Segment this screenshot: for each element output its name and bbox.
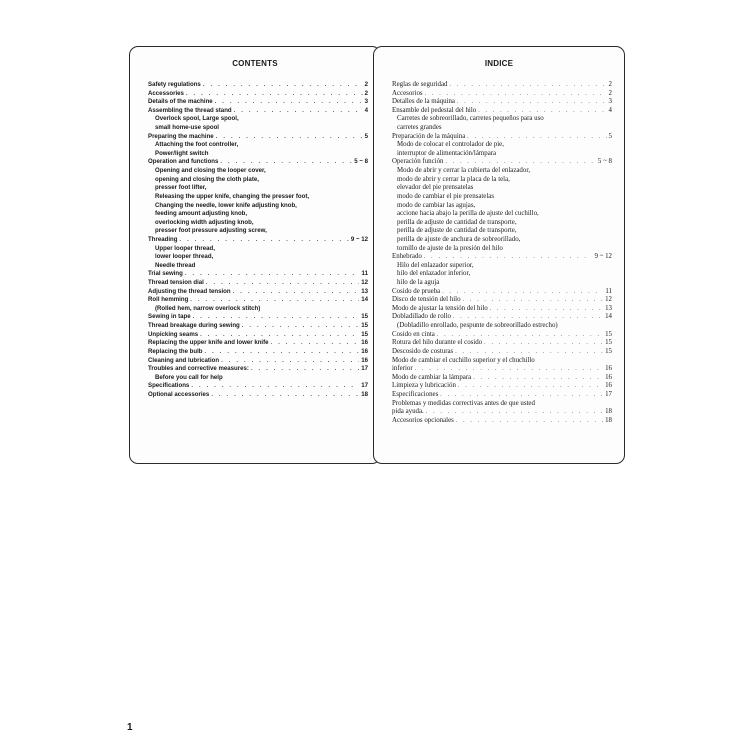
toc-entry-title: Limpieza y lubricación <box>392 382 456 390</box>
toc-subentry: perilla de adjuste de cantidad de transporte, <box>397 227 517 235</box>
toc-entry <box>148 382 368 391</box>
dot-leader <box>205 349 360 355</box>
toc-subentry: Power/light switch <box>155 149 209 157</box>
toc-entry-page: 4 <box>608 106 612 114</box>
toc-entry-title: Especificaciones <box>392 390 439 398</box>
toc-subentry: lower looper thread, <box>155 253 214 261</box>
toc-entry-title: Cosido en cinta <box>392 330 435 338</box>
toc-entry-title: Problemas y medidas correctivas antes de que usted <box>392 399 535 407</box>
toc-entry-page: 18 <box>605 416 612 424</box>
toc-entry <box>392 90 612 99</box>
toc-entry-page: 4 <box>364 106 368 114</box>
toc-entry-title: Threading <box>148 235 178 243</box>
toc-subentry: hilo de la aguja <box>397 279 440 287</box>
toc-entry-page: 12 <box>605 296 612 304</box>
toc-entry-page: 12 <box>361 279 368 287</box>
toc-entry-title: Dobladillado de rollo <box>392 313 451 321</box>
dot-leader <box>185 271 360 277</box>
toc-subentry: presser foot pressure adjusting screw, <box>155 227 267 235</box>
dot-leader <box>200 332 359 338</box>
toc-entry-page: 13 <box>605 304 612 312</box>
toc-entry <box>392 382 612 391</box>
toc-entry-title: Adjusting the thread tension <box>148 287 231 295</box>
toc-entry-page: 17 <box>605 390 612 398</box>
toc-entry-page: 15 <box>605 339 612 347</box>
dot-leader <box>415 366 603 372</box>
toc-entry-page: 2 <box>364 89 368 97</box>
toc-entry-title: Troubles and corrective measures: <box>148 365 249 373</box>
toc-entry <box>148 279 368 288</box>
dot-leader <box>484 340 603 346</box>
toc-entry <box>148 270 368 279</box>
toc-entry-title: pida ayuda. <box>392 408 424 416</box>
toc-entry-page: 16 <box>605 365 612 373</box>
toc-entry-title: Optional accessories <box>148 390 210 398</box>
toc-subentry: Upper looper thread, <box>155 244 215 252</box>
toc-entry <box>148 348 368 357</box>
toc-entry-title: Ensamble del pedestal del hilo <box>392 106 477 114</box>
toc-entry-title: Specifications <box>148 382 190 390</box>
toc-entry-title: Assembling the thread stand <box>148 106 232 114</box>
toc-entry <box>148 236 368 245</box>
dot-leader <box>463 297 604 303</box>
toc-entry-page: 18 <box>605 408 612 416</box>
toc-entry <box>148 98 368 107</box>
dot-leader <box>478 108 606 114</box>
dot-leader <box>442 289 603 295</box>
page-number: 1 <box>127 722 133 733</box>
dot-leader <box>458 383 603 389</box>
toc-subentry: accione hacia abajo la perilla de ajuste del cuchillo, <box>397 210 539 218</box>
toc-entry <box>148 296 368 305</box>
toc-entry <box>392 313 612 322</box>
toc-entry-page: 16 <box>361 347 368 355</box>
toc-entry-title: Rotura del hilo durante el cosido <box>392 339 483 347</box>
dot-leader <box>190 297 359 303</box>
dot-leader <box>425 91 607 97</box>
dot-leader <box>426 409 603 415</box>
indice-list <box>392 81 612 425</box>
toc-entry-title: Thread tension dial <box>148 279 204 287</box>
toc-subentry: (Rolled hem, narrow overlock stitch) <box>155 304 261 312</box>
toc-entry-title: Cleaning and lubrication <box>148 356 220 364</box>
toc-entry-page: 14 <box>361 296 368 304</box>
dot-leader <box>456 418 603 424</box>
toc-subentry: Overlock spool, Large spool, <box>155 115 239 123</box>
toc-subentry: perilla de ajuste de anchura de sobreorillado, <box>397 235 521 243</box>
toc-entry-page: 18 <box>361 390 368 398</box>
toc-entry <box>392 107 612 116</box>
toc-subentry: Hilo del enlazador superior, <box>397 261 474 269</box>
toc-entry-title: Safety regulations <box>148 81 201 88</box>
toc-entry-page: 16 <box>605 382 612 390</box>
toc-subentry: modo de cambiar el pie prensatelas <box>397 192 495 200</box>
dot-leader <box>179 237 348 243</box>
toc-entry-page: 11 <box>361 270 368 278</box>
dot-leader <box>221 358 359 364</box>
toc-subentry: Needle thread <box>155 261 196 269</box>
dot-leader <box>440 392 603 398</box>
dot-leader <box>424 254 593 260</box>
toc-subentry: elevador del pie prensatelas <box>397 184 474 192</box>
indice-box <box>373 46 625 464</box>
toc-entry <box>392 408 612 417</box>
toc-entry <box>148 107 368 116</box>
toc-subentry: carretes grandes <box>397 124 442 132</box>
toc-subentry: feeding amount adjusting knob, <box>155 210 248 218</box>
toc-entry-title: Enhebrado <box>392 253 422 261</box>
dot-leader <box>233 289 360 295</box>
toc-entry-page: 17 <box>361 365 368 373</box>
toc-entry <box>392 417 612 426</box>
dot-leader <box>453 314 603 320</box>
toc-entry-title: Accesorios <box>392 89 423 97</box>
toc-subentry: modo de cambiar las agujas, <box>397 201 476 209</box>
dot-leader <box>242 323 359 329</box>
toc-entry-title: Descosido de costuras <box>392 347 454 355</box>
toc-entry <box>148 313 368 322</box>
toc-entry-page: 5 <box>364 132 368 140</box>
toc-entry-title: Replacing the upper knife and lower knife <box>148 339 269 347</box>
toc-entry-page: 5 <box>608 132 612 140</box>
toc-entry-title: Accesorios opcionales <box>392 416 454 424</box>
toc-entry-title: Preparación de la máquina <box>392 132 466 140</box>
toc-entry-page: 9 ~ 12 <box>594 253 612 261</box>
dot-leader <box>220 159 352 165</box>
dot-leader <box>271 340 360 346</box>
toc-entry <box>148 391 368 400</box>
toc-entry <box>392 339 612 348</box>
contents-list <box>148 81 368 400</box>
toc-subentry: Carretes de sobreorillado, carretes pequeños para uso <box>397 115 544 123</box>
dot-leader <box>191 383 359 389</box>
toc-entry-title: Trial sewing <box>148 270 183 278</box>
toc-entry-title: Replacing the bulb <box>148 347 203 355</box>
toc-entry-title: Thread breakage during sewing <box>148 322 240 330</box>
toc-entry <box>148 81 368 90</box>
toc-entry <box>148 288 368 297</box>
toc-entry-page: 16 <box>361 356 368 364</box>
toc-entry <box>392 365 612 374</box>
toc-entry <box>392 348 612 357</box>
dot-leader <box>193 314 360 320</box>
toc-entry-title: Detalles de la máquina <box>392 98 455 106</box>
dot-leader <box>450 82 607 88</box>
toc-subentry: small home-use spool <box>155 124 219 132</box>
toc-entry-page: 16 <box>361 339 368 347</box>
toc-subentry: presser foot lifter, <box>155 184 207 192</box>
toc-entry-page: 15 <box>361 313 368 321</box>
toc-entry-page: 5 ~ 8 <box>354 158 368 166</box>
toc-subentry: opening and closing the cloth plate, <box>155 175 259 183</box>
toc-entry <box>392 296 612 305</box>
toc-entry-page: 16 <box>605 373 612 381</box>
toc-entry <box>392 158 612 167</box>
toc-subentry: tornillo de ajuste de la presión del hilo <box>397 244 503 252</box>
toc-entry-title: Modo de cambiar el cuchillo superior y el chuchillo <box>392 356 535 364</box>
toc-entry <box>392 305 612 314</box>
toc-entry-page: 2 <box>364 81 368 88</box>
toc-subentry: Opening and closing the looper cover, <box>155 167 266 175</box>
toc-entry-page: 17 <box>361 382 368 390</box>
dot-leader <box>490 306 603 312</box>
toc-entry <box>148 339 368 348</box>
dot-leader <box>445 159 595 165</box>
toc-entry-title: Roll hemming <box>148 296 189 304</box>
toc-entry-title: Sewing in tape <box>148 313 191 321</box>
toc-entry-page: 2 <box>608 89 612 97</box>
toc-entry-title: Details of the machine <box>148 98 213 106</box>
toc-entry-title: Unpicking seams <box>148 330 199 338</box>
toc-entry-page: 13 <box>361 287 368 295</box>
toc-entry <box>392 357 612 366</box>
toc-subentry: overlocking width adjusting knob, <box>155 218 254 226</box>
toc-entry <box>148 322 368 331</box>
toc-entry-page: 5 ~ 8 <box>597 158 612 166</box>
toc-entry-page: 3 <box>364 98 368 106</box>
toc-entry-page: 15 <box>361 322 368 330</box>
dot-leader <box>186 91 363 97</box>
dot-leader <box>437 332 603 338</box>
toc-entry <box>148 90 368 99</box>
toc-entry-title: Cosido de prueba <box>392 287 441 295</box>
toc-entry <box>392 391 612 400</box>
toc-entry-page: 11 <box>605 287 612 295</box>
toc-entry-title: Disco de tensión del hilo <box>392 296 461 304</box>
toc-entry-page: 2 <box>608 81 612 88</box>
toc-entry-page: 15 <box>605 347 612 355</box>
toc-entry <box>392 374 612 383</box>
toc-entry <box>392 400 612 409</box>
toc-entry <box>392 331 612 340</box>
dot-leader <box>211 392 359 398</box>
toc-entry <box>148 365 368 374</box>
contents-box <box>129 46 381 464</box>
toc-subentry: Modo de abrir y cerrar la cubierta del enlazador, <box>397 167 531 175</box>
toc-entry <box>148 331 368 340</box>
dot-leader <box>455 349 603 355</box>
dot-leader <box>251 366 359 372</box>
dot-leader <box>206 280 359 286</box>
toc-entry <box>148 158 368 167</box>
dot-leader <box>457 99 607 105</box>
dot-leader <box>473 375 603 381</box>
toc-entry-page: 15 <box>361 330 368 338</box>
toc-entry <box>392 98 612 107</box>
toc-entry-page: 14 <box>605 313 612 321</box>
toc-entry <box>392 253 612 262</box>
toc-entry-title: Preparing the machine <box>148 132 214 140</box>
toc-subentry: perilla de adjuste de cantidad de transporte, <box>397 218 517 226</box>
toc-entry-title: Reglas de seguridad <box>392 81 448 88</box>
toc-entry <box>392 133 612 142</box>
toc-subentry: (Dobladillo enrollado, pespunte de sobreorillado estrecho) <box>397 322 558 330</box>
toc-entry <box>392 81 612 90</box>
toc-entry <box>392 288 612 297</box>
toc-subentry: Modo de colocar el controlador de pie, <box>397 141 504 149</box>
toc-entry-page: 3 <box>608 98 612 106</box>
dot-leader <box>216 134 363 140</box>
toc-subentry: Before you call for help <box>155 373 223 381</box>
toc-entry-title: Accessories <box>148 89 184 97</box>
toc-entry-title: Modo de cambiar la lámpara <box>392 373 472 381</box>
toc-entry-title: inferior <box>392 365 413 373</box>
toc-entry <box>148 357 368 366</box>
toc-entry-title: Operation and functions <box>148 158 219 166</box>
dot-leader <box>467 134 606 140</box>
toc-entry-page: 9 ~ 12 <box>350 235 368 243</box>
toc-entry-page: 15 <box>605 330 612 338</box>
dot-leader <box>203 82 363 88</box>
indice-title: INDICE <box>484 59 514 68</box>
toc-subentry: Changing the needle, lower knife adjusting knob, <box>155 201 297 209</box>
toc-entry-title: Operación función <box>392 158 444 166</box>
toc-subentry: interruptor de alimentación/lámpara <box>397 149 497 157</box>
toc-entry <box>148 133 368 142</box>
toc-subentry: modo de abrir y cerrar la placa de la tela, <box>397 175 510 183</box>
toc-subentry: Releasing the upper knife, changing the presser foot, <box>155 192 310 200</box>
toc-subentry: Attaching the foot controller, <box>155 141 239 149</box>
toc-entry-title: Modo de ajustar la tensión del hilo <box>392 304 488 312</box>
toc-subentry: hilo del enlazador inferior, <box>397 270 471 278</box>
dot-leader <box>215 99 363 105</box>
dot-leader <box>234 108 363 114</box>
contents-title: CONTENTS <box>232 59 278 68</box>
